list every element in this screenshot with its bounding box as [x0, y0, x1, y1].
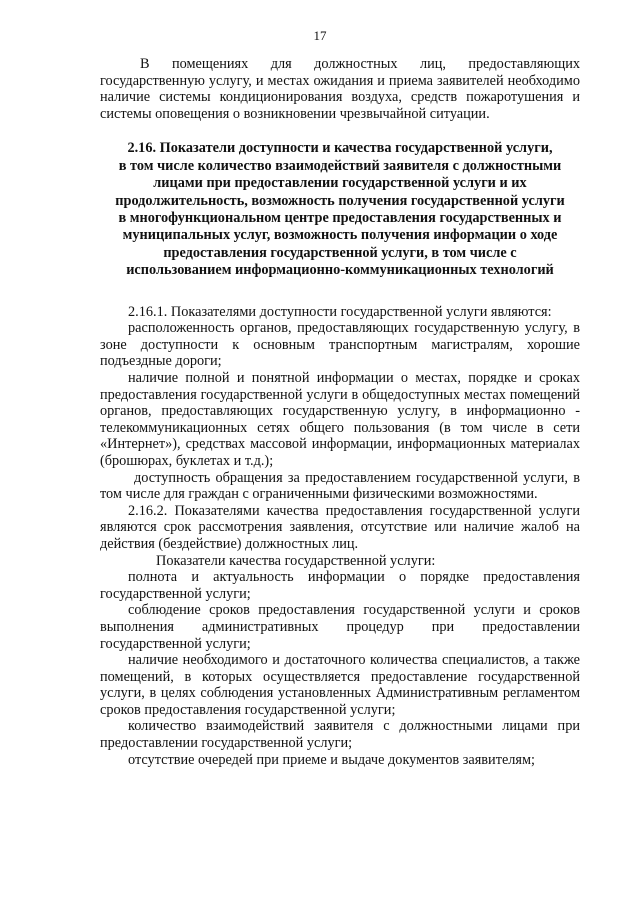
- paragraph-quality-staff: наличие необходимого и достаточного количества специалистов, а также помещений, в которых осуществляется предоставление государственной услуги, в целях соблюдения установленных Административным регламентом сроков предоставления государственной услуги;: [100, 652, 580, 718]
- heading-line: продолжительность, возможность получения государственной услуги: [115, 192, 565, 209]
- heading-line: использованием информационно-коммуникационных технологий: [126, 262, 554, 279]
- paragraph-accessibility-location: расположенность органов, предоставляющих государственную услугу, в зоне доступности к основным транспортным магистралям, хорошие подъездные дороги;: [100, 320, 580, 370]
- heading-line: предоставления государственной услуги, в том числе с: [163, 244, 517, 261]
- paragraph-quality-interactions: количество взаимодействий заявителя с должностными лицами при предоставлении государственной услуги;: [100, 718, 580, 752]
- paragraph-accessibility-disabled: доступность обращения за предоставлением государственной услуги, в том числе для граждан с ограниченными физическими возможностями.: [100, 469, 580, 503]
- paragraph-quality-indicators-intro: Показатели качества государственной услуги:: [156, 552, 436, 569]
- document-body: [100, 56, 580, 768]
- heading-line: в многофункциональном центре предоставления государственных и: [118, 210, 562, 226]
- paragraph-quality-information: полнота и актуальность информации о порядке предоставления государственной услуги;: [100, 569, 580, 602]
- heading-line: лицами при предоставлении государственной услуги и их: [153, 175, 527, 192]
- heading-line: муниципальных услуг, возможность получения информации о ходе: [122, 227, 558, 244]
- heading-line: в том числе количество взаимодействий заявителя с должностными: [118, 157, 562, 174]
- section-heading-2-16: [100, 140, 580, 279]
- page-number: 17: [313, 28, 327, 43]
- paragraph-2-16-2: 2.16.2. Показателями качества предоставления государственной услуги являются срок рассмотрения заявления, отсутствие или наличие жалоб на действия (бездействие) должностных лиц.: [100, 502, 580, 552]
- paragraph-quality-deadlines: соблюдение сроков предоставления государственной услуги и сроков выполнения административных процедур при предоставлении государственной услуги;: [100, 602, 580, 652]
- paragraph-premises-equipment: В помещениях для должностных лиц, предоставляющих государственную услугу, и местах ожидания и приема заявителей необходимо наличие системы кондиционирования воздуха, средств пожаротушения и системы оповещения о возникновении чрезвычайной ситуации.: [100, 56, 580, 122]
- heading-line: 2.16. Показатели доступности и качества государственной услуги,: [127, 140, 553, 157]
- paragraph-accessibility-information: наличие полной и понятной информации о местах, порядке и сроках предоставления государственной услуги в общедоступных местах помещений органов, предоставляющих государственную услугу, в информационно - телекоммуникационных сетях общего пользования (в том числе в сети «Интернет»), средствах массовой информации, информационных материалах (брошюрах, буклетах и т.д.);: [100, 370, 580, 469]
- paragraph-quality-queues: отсутствие очередей при приеме и выдаче документов заявителям;: [128, 751, 536, 768]
- paragraph-2-16-1: 2.16.1. Показателями доступности государственной услуги являются:: [128, 303, 552, 320]
